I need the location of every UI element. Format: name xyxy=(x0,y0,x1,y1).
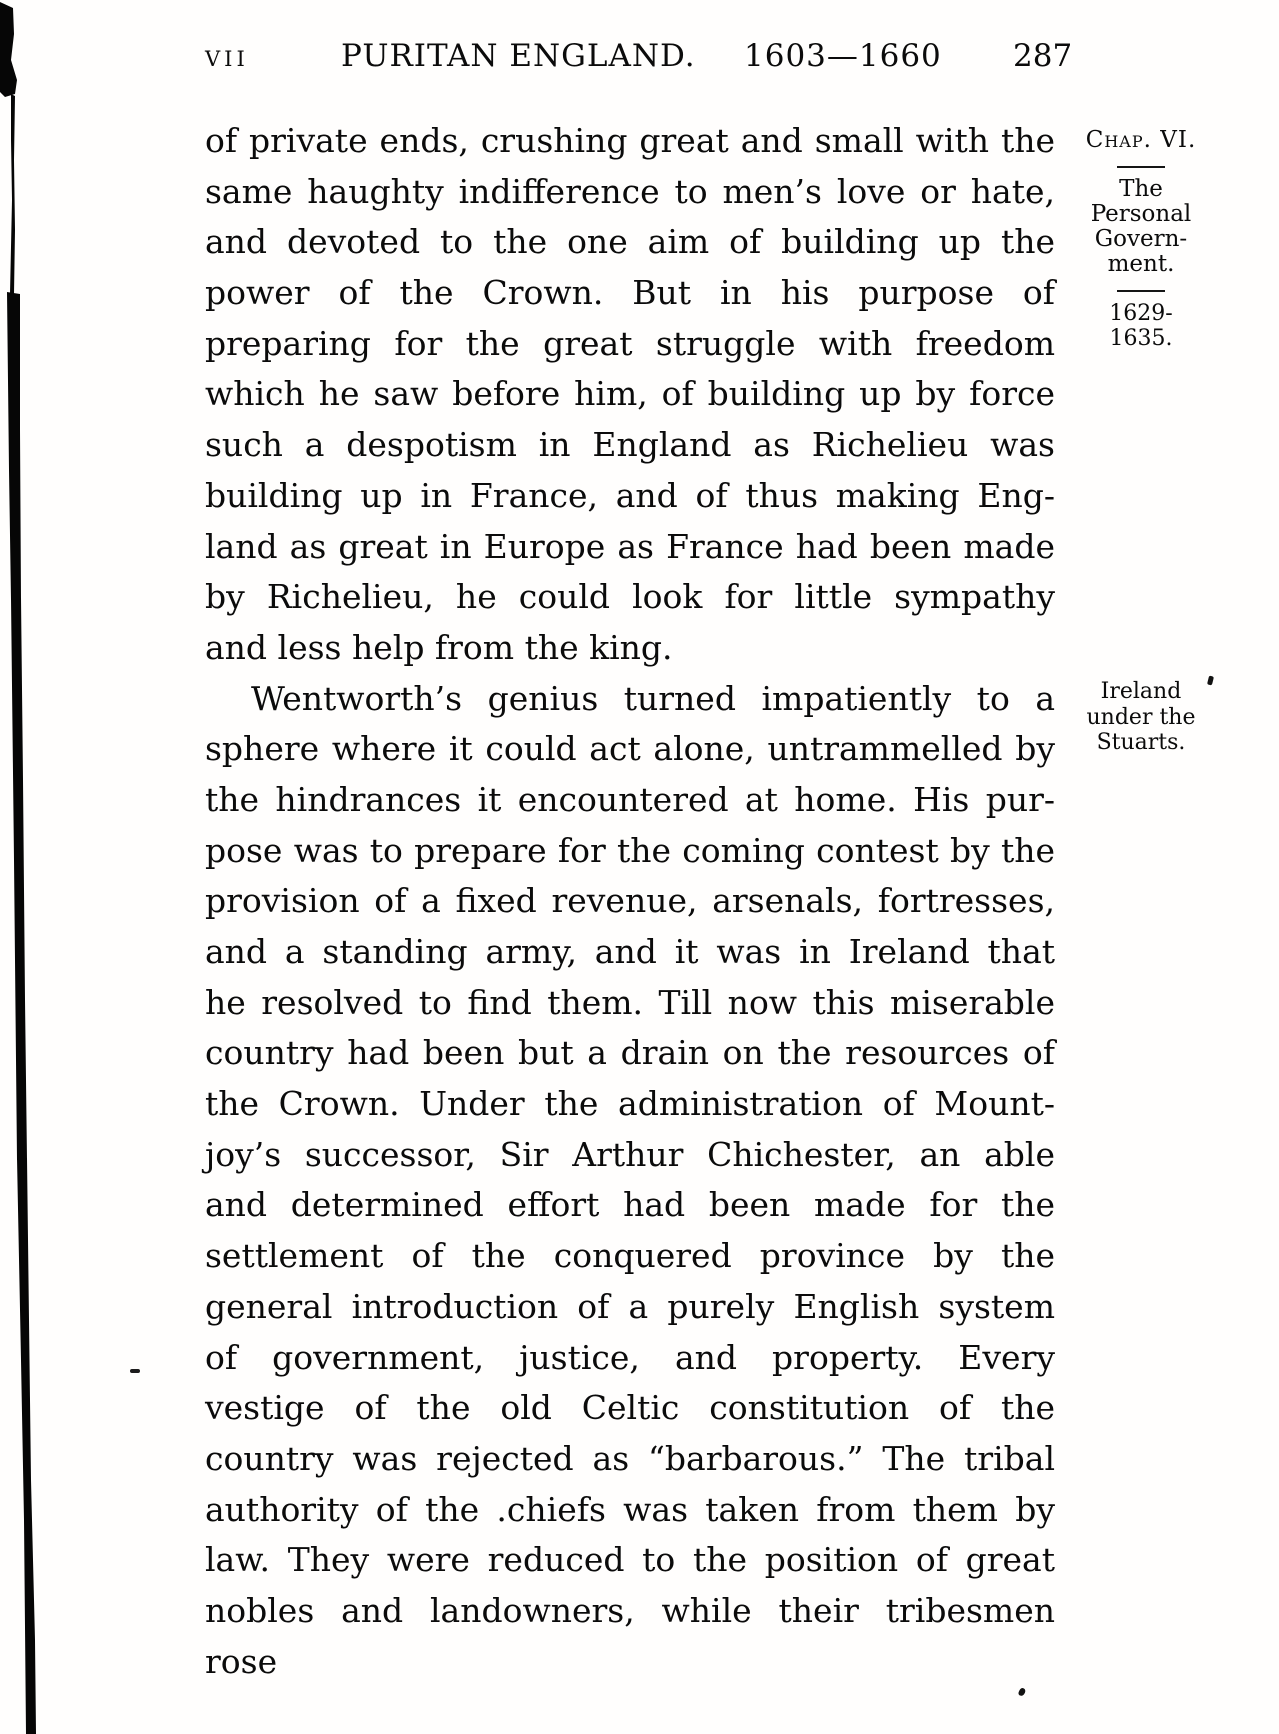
text-line: and less help from the king. xyxy=(205,627,673,667)
header-date-range: 1603—1660 xyxy=(744,38,942,74)
sidenote-line: ment. xyxy=(1107,251,1175,277)
text-line: building up in France, and of thus making Eng- xyxy=(205,475,1055,515)
sidenote-chapter xyxy=(1078,128,1204,351)
text-line: authority of the .chiefs was taken from them by xyxy=(205,1489,1055,1529)
text-line: law. They were reduced to the position of great xyxy=(205,1540,1055,1580)
text-line: which he saw before him, of building up by force xyxy=(205,374,1055,414)
sidenote-rule xyxy=(1117,290,1165,292)
sidenote-line: Ireland xyxy=(1100,679,1182,704)
text-line: provision of a fixed revenue, arsenals, fortresses, xyxy=(205,881,1055,921)
text-line: sphere where it could act alone, untrammelled by xyxy=(205,729,1055,769)
sidenote-line: Govern- xyxy=(1094,226,1188,252)
text-line: pose was to prepare for the coming contest by the xyxy=(205,830,1055,870)
sidenote-chapter-label: Chap. VI. xyxy=(1085,127,1197,153)
sidenote-chapter-dates: 1629-1635. xyxy=(1109,301,1173,351)
header-page-number: 287 xyxy=(1013,38,1073,74)
ink-speck xyxy=(1018,1687,1027,1697)
text-line: by Richelieu, he could look for little sympathy xyxy=(205,577,1055,617)
sidenote-ireland xyxy=(1078,679,1204,756)
text-line: Wentworth’s genius turned impatiently to a xyxy=(251,678,1055,718)
sidenote-line: under the xyxy=(1086,704,1196,730)
ink-speck xyxy=(130,1369,140,1373)
body-text-column xyxy=(205,116,1055,1681)
text-line: the Crown. Under the administration of Mount- xyxy=(205,1084,1055,1124)
text-line: joy’s successor, Sir Arthur Chichester, an able xyxy=(205,1134,1055,1174)
header-book-title: PURITAN ENGLAND. xyxy=(341,38,696,74)
text-line: country was rejected as “barbarous.” The tribal xyxy=(205,1438,1055,1478)
sidenote-line: Stuarts. xyxy=(1096,730,1186,755)
text-line: and a standing army, and it was in Ireland that xyxy=(205,932,1055,971)
sidenote-rule xyxy=(1117,166,1165,168)
text-line: settlement of the conquered province by the xyxy=(205,1236,1055,1276)
text-line: country had been but a drain on the resources of xyxy=(205,1033,1055,1073)
text-line: general introduction of a purely English system xyxy=(205,1286,1055,1326)
text-line: of government, justice, and property. Every xyxy=(205,1337,1055,1377)
header-chapter-numeral: VII xyxy=(205,47,249,71)
text-line: nobles and landowners, while their tribesmen rose xyxy=(205,1590,1055,1681)
ink-speck xyxy=(1207,676,1214,686)
text-line: power of the Crown. But in his purpose of xyxy=(205,273,1055,313)
sidenote-chapter-title xyxy=(1078,177,1204,277)
text-line: preparing for the great struggle with freedom xyxy=(205,323,1055,363)
text-line: such a despotism in England as Richelieu was xyxy=(205,425,1055,465)
text-line: he resolved to find them. Till now this miserable xyxy=(205,982,1055,1022)
text-line: and devoted to the one aim of building up the xyxy=(205,222,1055,262)
scan-artifact xyxy=(0,0,45,1734)
text-line: vestige of the old Celtic constitution of the xyxy=(205,1388,1055,1428)
text-line: the hindrances it encountered at home. His pur- xyxy=(205,779,1055,819)
text-line: same haughty indifference to men’s love or hate, xyxy=(205,171,1055,211)
sidenote-line: The xyxy=(1119,176,1163,202)
sidenote-line: Personal xyxy=(1090,201,1192,227)
text-line: and determined effort had been made for the xyxy=(205,1185,1055,1225)
text-line: of private ends, crushing great and small with the xyxy=(205,121,1055,160)
text-line: land as great in Europe as France had been made xyxy=(205,526,1055,566)
